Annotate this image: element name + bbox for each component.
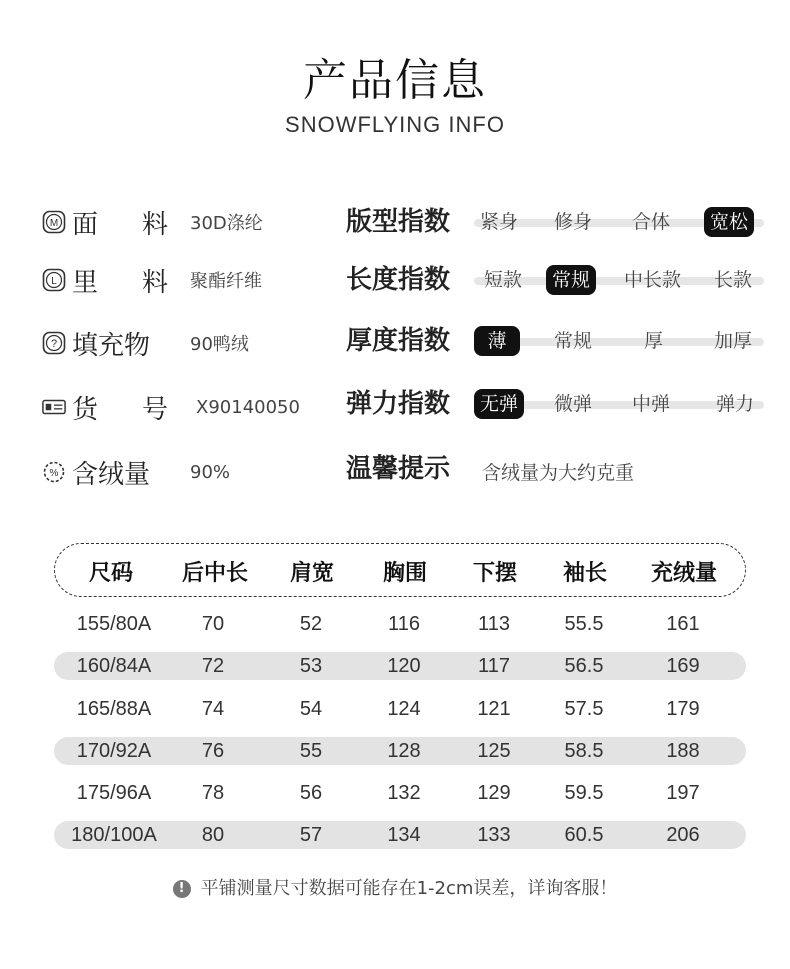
index-option-selected: 薄 xyxy=(474,326,520,356)
table-cell: 113 xyxy=(478,613,510,635)
table-cell: 125 xyxy=(477,740,511,762)
question-badge-icon xyxy=(42,331,66,355)
table-cell: 121 xyxy=(477,698,511,720)
table-cell: 117 xyxy=(478,655,510,677)
info-row-filling xyxy=(42,325,249,361)
index-row-length xyxy=(346,262,766,298)
index-option: 中弹 xyxy=(632,393,671,415)
table-cell: 56.5 xyxy=(564,655,604,677)
percent-circle-icon xyxy=(42,460,66,484)
column-header: 后中长 xyxy=(181,561,249,586)
l-badge-icon xyxy=(42,268,66,292)
index-option-selected: 常规 xyxy=(546,265,596,295)
index-option-selected: 无弹 xyxy=(474,389,524,419)
id-card-icon xyxy=(42,395,66,419)
index-row-fit xyxy=(346,204,766,240)
index-option: 修身 xyxy=(554,211,593,233)
table-cell: 53 xyxy=(299,655,323,677)
info-label-filling: 填充物 xyxy=(72,330,151,361)
info-label-fabric xyxy=(72,204,168,241)
table-cell: 134 xyxy=(387,824,421,846)
m-badge-letter: M xyxy=(49,218,59,229)
question-badge-mark: ? xyxy=(50,338,58,350)
table-row xyxy=(54,737,746,765)
column-header: 尺码 xyxy=(88,561,134,586)
index-label-elasticity: 弹力指数 xyxy=(346,389,451,419)
info-value-filling: 90鸭绒 xyxy=(190,334,249,355)
column-header: 充绒量 xyxy=(650,561,718,586)
table-cell: 179 xyxy=(666,698,700,720)
index-label-thickness: 厚度指数 xyxy=(346,326,451,356)
table-cell: 206 xyxy=(666,824,700,846)
table-cell: 132 xyxy=(387,782,421,804)
index-option: 常规 xyxy=(554,330,593,352)
info-row-item-number xyxy=(42,389,300,425)
info-row-fabric xyxy=(42,204,263,240)
table-cell: 80 xyxy=(201,824,225,846)
index-option: 厚 xyxy=(644,330,664,352)
table-cell: 52 xyxy=(299,613,323,635)
info-value-fabric: 30D涤纶 xyxy=(190,213,263,234)
column-header: 袖长 xyxy=(562,561,608,586)
column-header: 下摆 xyxy=(472,561,518,586)
info-label-down-content: 含绒量 xyxy=(72,459,151,490)
table-cell: 57 xyxy=(299,824,323,846)
index-option: 中长款 xyxy=(624,269,682,291)
table-cell: 155/80A xyxy=(76,613,152,635)
table-cell: 160/84A xyxy=(76,655,152,677)
l-badge-letter: L xyxy=(51,276,57,287)
table-row xyxy=(54,779,746,807)
m-badge-icon xyxy=(42,210,66,234)
info-value-item-number: X90140050 xyxy=(196,396,300,418)
table-cell: 170/92A xyxy=(76,740,152,762)
percent-mark: % xyxy=(49,468,59,479)
tip-value: 含绒量为大约克重 xyxy=(482,462,635,484)
table-cell: 59.5 xyxy=(564,782,604,804)
index-option: 弹力 xyxy=(716,393,755,415)
table-cell: 197 xyxy=(666,782,700,804)
info-label-char: 料 xyxy=(141,267,168,298)
table-cell: 124 xyxy=(387,698,421,720)
index-option: 微弹 xyxy=(554,393,593,415)
measurement-note-text: 平铺测量尺寸数据可能存在1-2cm误差，详询客服！ xyxy=(200,878,618,899)
table-cell: 161 xyxy=(666,613,700,635)
index-option: 长款 xyxy=(714,269,753,291)
table-cell: 165/88A xyxy=(76,698,152,720)
table-cell: 57.5 xyxy=(564,698,604,720)
index-row-elasticity xyxy=(346,386,766,422)
index-label-length: 长度指数 xyxy=(346,265,451,295)
table-cell: 78 xyxy=(201,782,225,804)
info-label-char: 号 xyxy=(141,394,168,425)
info-label-char: 货 xyxy=(72,394,99,425)
info-row-down-content xyxy=(42,454,230,490)
column-header: 肩宽 xyxy=(289,561,335,586)
info-row-lining xyxy=(42,262,262,298)
table-cell: 58.5 xyxy=(564,740,604,762)
table-row xyxy=(54,821,746,849)
index-option: 紧身 xyxy=(480,211,519,233)
page-subtitle: SNOWFLYING INFO xyxy=(285,112,505,137)
table-cell: 56 xyxy=(299,782,323,804)
info-value-lining: 聚酯纤维 xyxy=(190,271,262,292)
table-cell: 128 xyxy=(387,740,421,762)
index-row-thickness xyxy=(346,323,766,359)
table-row xyxy=(54,610,746,638)
info-label-char: 面 xyxy=(72,209,99,240)
table-cell: 55 xyxy=(299,740,323,762)
table-cell: 54 xyxy=(299,698,323,720)
index-option-selected: 宽松 xyxy=(704,207,754,237)
info-label-char: 料 xyxy=(141,209,168,240)
index-option: 合体 xyxy=(632,211,671,233)
table-cell: 188 xyxy=(666,740,700,762)
info-label-item-number xyxy=(72,389,168,426)
index-label-fit: 版型指数 xyxy=(346,207,451,237)
table-cell: 169 xyxy=(666,655,700,677)
info-label-lining xyxy=(72,262,168,299)
table-cell: 76 xyxy=(201,740,225,762)
table-cell: 120 xyxy=(387,655,421,677)
table-cell: 129 xyxy=(477,782,511,804)
table-row xyxy=(54,652,746,680)
table-cell: 175/96A xyxy=(76,782,152,804)
index-option: 短款 xyxy=(484,269,523,291)
table-cell: 70 xyxy=(201,613,225,635)
measurement-note xyxy=(0,874,790,900)
info-label-char: 里 xyxy=(72,267,99,298)
table-cell: 72 xyxy=(201,655,225,677)
table-cell: 74 xyxy=(201,698,225,720)
table-cell: 180/100A xyxy=(71,824,157,846)
info-value-down-content: 90% xyxy=(190,461,231,483)
tip-label: 温馨提示 xyxy=(346,454,451,484)
column-header: 胸围 xyxy=(382,561,428,586)
table-cell: 60.5 xyxy=(564,824,604,846)
index-option: 加厚 xyxy=(714,330,753,352)
table-cell: 133 xyxy=(477,824,511,846)
exclamation-icon: ! xyxy=(173,880,191,898)
table-cell: 116 xyxy=(388,613,420,635)
size-table-header xyxy=(54,543,746,597)
page-title: 产品信息 xyxy=(303,55,487,106)
table-cell: 55.5 xyxy=(564,613,604,635)
table-row xyxy=(54,695,746,723)
